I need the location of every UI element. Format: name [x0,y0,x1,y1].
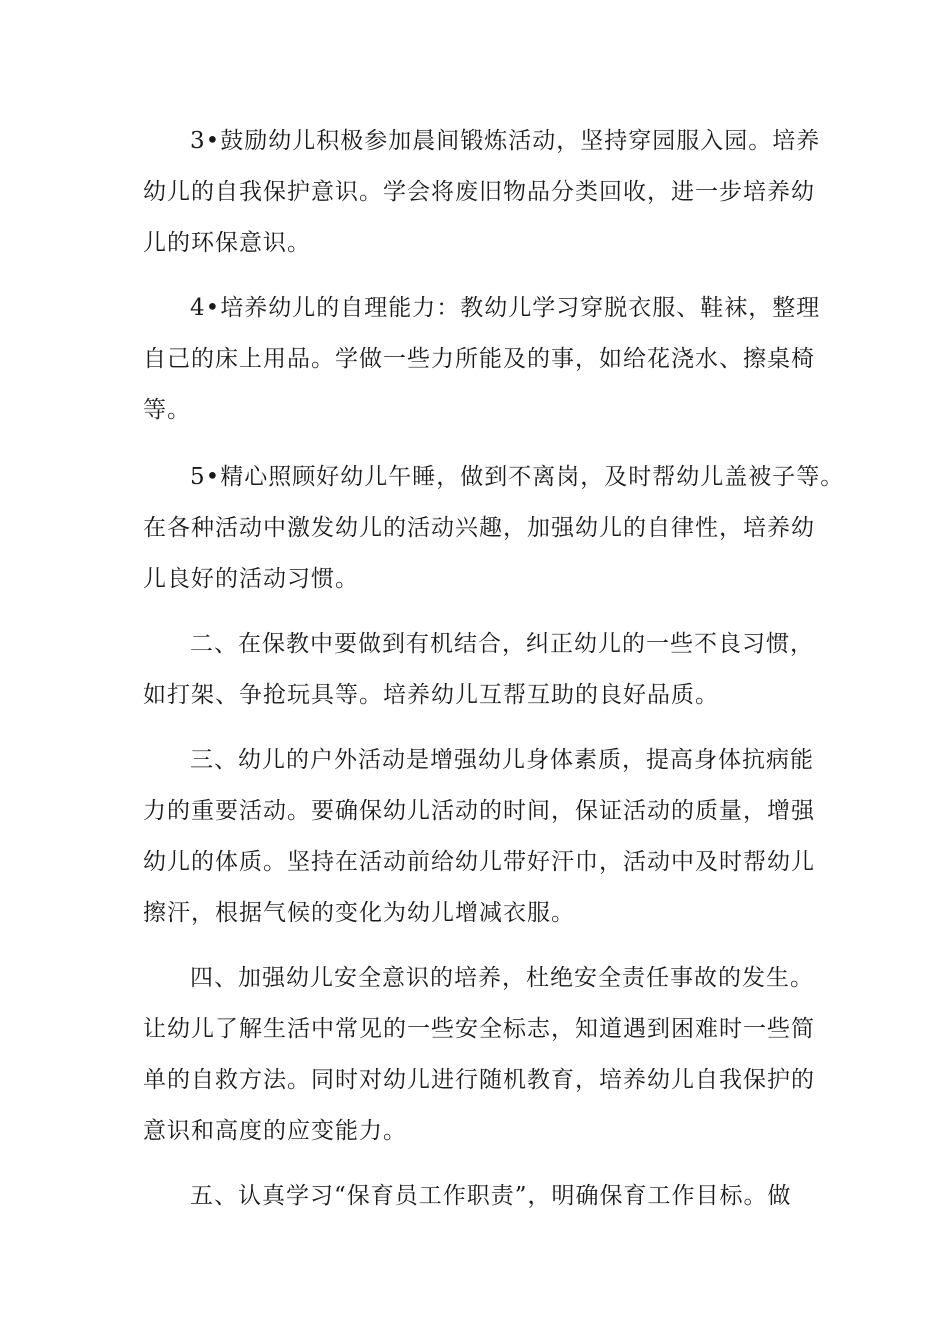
paragraph-4-line-3: 等。 [143,397,191,423]
section-4-line-1: 四、加强幼儿安全意识的培养，杜绝安全责任事故的发生。 [190,965,814,991]
section-4-line-4: 意识和高度的应变能力。 [143,1118,407,1144]
section-3-line-3: 幼儿的体质。坚持在活动前给幼儿带好汗巾，活动中及时帮幼儿 [143,849,815,875]
paragraph-5-line-2: 在各种活动中激发幼儿的活动兴趣，加强幼儿的自律性，培养幼 [143,515,815,541]
paragraph-3-line-1: 3•鼓励幼儿积极参加晨间锻炼活动，坚持穿园服入园。培养 [190,128,821,154]
section-2-line-2: 如打架、争抢玩具等。培养幼儿互帮互助的良好品质。 [143,682,719,708]
paragraph-3-line-3: 儿的环保意识。 [143,230,311,256]
section-2-line-1: 二、在保教中要做到有机结合，纠正幼儿的一些不良习惯， [190,631,814,657]
paragraph-3-line-2: 幼儿的自我保护意识。学会将废旧物品分类回收，进一步培养幼 [143,179,815,205]
section-4-line-3: 单的自救方法。同时对幼儿进行随机教育，培养幼儿自我保护的 [143,1067,815,1093]
section-3-line-4: 擦汗，根据气候的变化为幼儿增减衣服。 [143,900,575,926]
section-3-line-1: 三、幼儿的户外活动是增强幼儿身体素质，提高身体抗病能 [190,747,814,773]
paragraph-5-line-3: 儿良好的活动习惯。 [143,566,359,592]
section-4-line-2: 让幼儿了解生活中常见的一些安全标志，知道遇到困难时一些简 [143,1016,815,1042]
section-5-line-1: 五、认真学习“保育员工作职责”，明确保育工作目标。做 [190,1183,792,1209]
section-3-line-2: 力的重要活动。要确保幼儿活动的时间，保证活动的质量，增强 [143,798,815,824]
paragraph-4-line-1: 4•培养幼儿的自理能力：教幼儿学习穿脱衣服、鞋袜，整理 [190,295,821,321]
paragraph-5-line-1: 5•精心照顾好幼儿午睡，做到不离岗，及时帮幼儿盖被子等。 [190,464,845,490]
paragraph-4-line-2: 自己的床上用品。学做一些力所能及的事，如给花浇水、擦桌椅 [143,346,815,372]
